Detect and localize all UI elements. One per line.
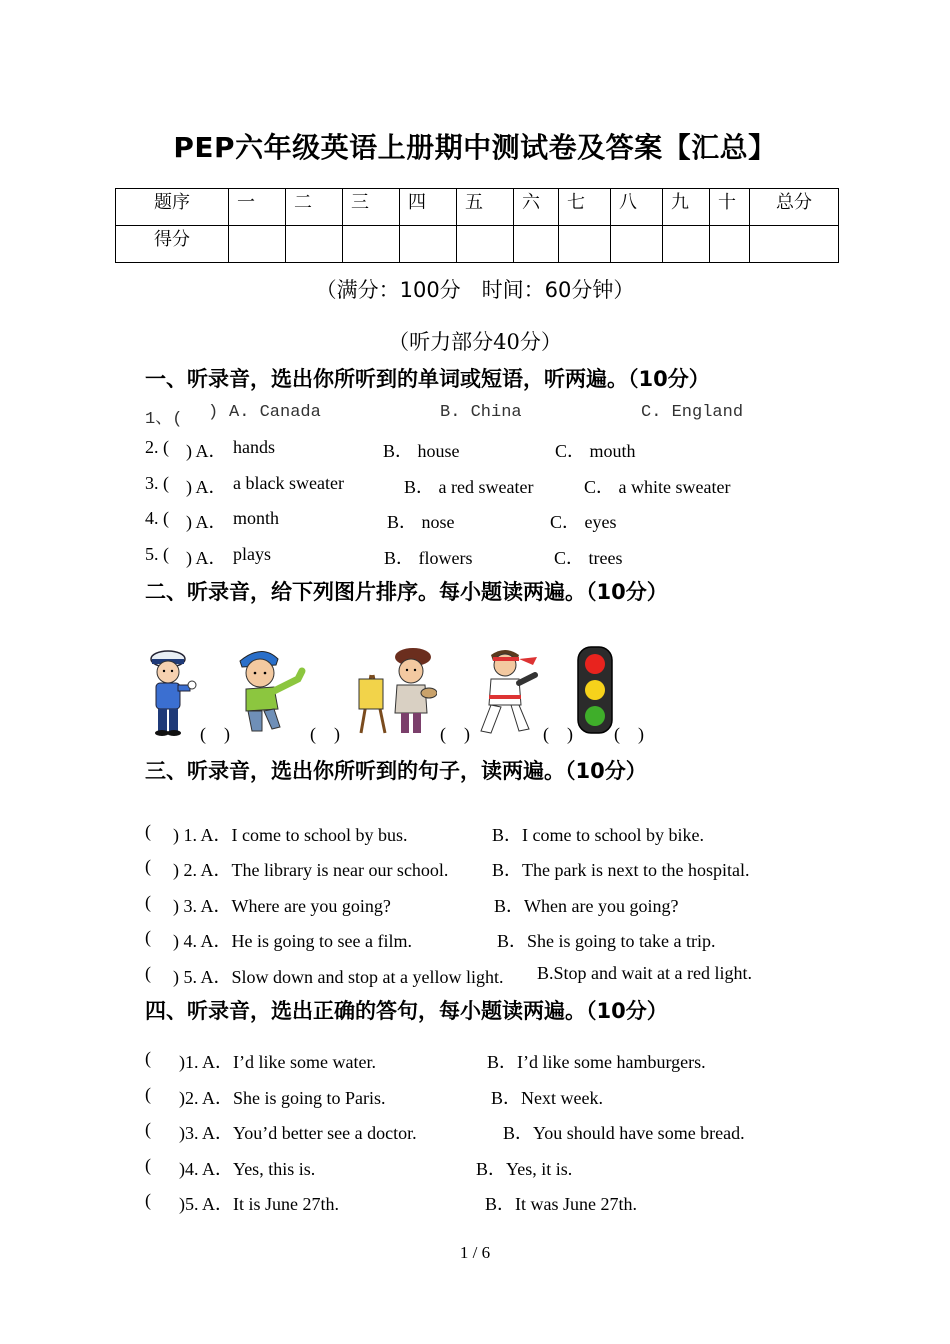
score-cell[interactable] <box>514 226 559 263</box>
section1-heading: 一、听录音，选出你所听到的单词或短语，听两遍。（10分） <box>145 367 710 391</box>
score-table-header-cell: 总分 <box>750 189 839 226</box>
score-cell[interactable] <box>343 226 400 263</box>
score-cell-total[interactable] <box>750 226 839 263</box>
answer-blank-open: ( <box>145 963 151 983</box>
option-a-prefix: ) A． <box>186 512 227 532</box>
option-b: B．It was June 27th. <box>485 1194 637 1214</box>
answer-blank-open: ( <box>145 1048 151 1068</box>
score-table-header-cell: 七 <box>559 189 611 226</box>
option-b: B． flowers <box>384 548 473 568</box>
score-table-header-cell: 三 <box>343 189 400 226</box>
option-b: B． house <box>383 441 460 461</box>
score-cell[interactable] <box>457 226 514 263</box>
question-number: 3. ( <box>145 473 169 493</box>
answer-blank-open: ( <box>145 821 151 841</box>
option-a: a black sweater <box>233 473 344 493</box>
option-a: ) 1. A．I come to school by bus. <box>173 825 408 845</box>
option-a-prefix: ) A． <box>186 441 227 461</box>
picture-5-answer-blank[interactable]: ( ) <box>614 724 644 744</box>
score-cell[interactable] <box>229 226 286 263</box>
answer-blank-open: ( <box>145 1119 151 1139</box>
option-c: C. England <box>641 403 744 422</box>
option-a-prefix: ) A． <box>186 477 227 497</box>
painter-picture <box>355 645 437 737</box>
option-a-prefix: ) A． <box>186 548 227 568</box>
score-table-header-cell: 一 <box>229 189 286 226</box>
option-a: month <box>233 508 280 528</box>
score-table-header-cell: 十 <box>710 189 750 226</box>
score-table-header-cell: 二 <box>286 189 343 226</box>
answer-blank-open: ( <box>145 1190 151 1210</box>
answer-blank-close: ) <box>208 403 219 422</box>
option-b: B．Next week. <box>491 1088 603 1108</box>
option-b: B. China <box>440 403 522 422</box>
score-cell[interactable] <box>559 226 611 263</box>
option-a: )2. A．She is going to Paris. <box>179 1088 386 1108</box>
picture-4-answer-blank[interactable]: ( ) <box>543 724 573 744</box>
score-cell[interactable] <box>663 226 710 263</box>
option-a: )3. A．You’d better see a doctor. <box>179 1123 417 1143</box>
score-table-header-cell: 四 <box>400 189 457 226</box>
answer-blank-open: ( <box>145 856 151 876</box>
option-a: )5. A．It is June 27th. <box>179 1194 339 1214</box>
score-row-label: 得分 <box>116 226 229 263</box>
question-number: 1、( <box>145 410 183 429</box>
option-a: ) 3. A．Where are you going? <box>173 896 391 916</box>
option-b: B．The park is next to the hospital. <box>492 860 750 880</box>
score-table-header-cell: 八 <box>611 189 663 226</box>
picture-2-answer-blank[interactable]: ( ) <box>310 724 340 744</box>
karate-boy-picture <box>475 645 541 737</box>
option-b: B．I’d like some hamburgers. <box>487 1052 706 1072</box>
section2-heading: 二、听录音，给下列图片排序。每小题读两遍。（10分） <box>145 580 668 604</box>
section4-heading: 四、听录音，选出正确的答句，每小题读两遍。（10分） <box>145 999 668 1023</box>
score-table-header-cell: 九 <box>663 189 710 226</box>
option-b: B．When are you going? <box>494 896 679 916</box>
score-table <box>115 188 839 263</box>
policeman-picture <box>140 645 202 737</box>
question-number: 4. ( <box>145 508 169 528</box>
option-c: C． a white sweater <box>584 477 731 497</box>
page-number: 1 / 6 <box>459 1243 491 1262</box>
section3-heading: 三、听录音，选出你所听到的句子，读两遍。（10分） <box>145 759 647 783</box>
option-a: plays <box>233 544 271 564</box>
option-a: ) 5. A．Slow down and stop at a yellow light. <box>173 967 504 987</box>
option-b: B． nose <box>387 512 455 532</box>
option-c: C． eyes <box>550 512 617 532</box>
picture-3-answer-blank[interactable]: ( ) <box>440 724 470 744</box>
boy-exercising-picture <box>232 645 310 737</box>
score-cell[interactable] <box>710 226 750 263</box>
option-a: ) 2. A．The library is near our school. <box>173 860 449 880</box>
question-number: 5. ( <box>145 544 169 564</box>
option-c: C． trees <box>554 548 623 568</box>
option-a: A. Canada <box>229 403 321 422</box>
score-cell[interactable] <box>400 226 457 263</box>
score-table-header-cell: 五 <box>457 189 514 226</box>
option-a: )4. A．Yes, this is. <box>179 1159 316 1179</box>
option-a: hands <box>233 437 275 457</box>
listening-header: （听力部分40分） <box>388 330 562 354</box>
answer-blank-open: ( <box>145 892 151 912</box>
answer-blank-open: ( <box>145 1084 151 1104</box>
option-b: B． a red sweater <box>404 477 534 497</box>
score-table-header-row <box>116 189 839 226</box>
score-cell[interactable] <box>611 226 663 263</box>
page-title: PEP六年级英语上册期中测试卷及答案【汇总】 <box>173 131 777 164</box>
score-cell[interactable] <box>286 226 343 263</box>
exam-info: （满分：100分 时间：60分钟） <box>315 278 635 302</box>
question-number: 2. ( <box>145 437 169 457</box>
score-table-score-row <box>116 226 839 263</box>
answer-blank-open: ( <box>145 927 151 947</box>
score-table-header-cell: 六 <box>514 189 559 226</box>
option-b: B．You should have some bread. <box>503 1123 745 1143</box>
option-b: B．I come to school by bike. <box>492 825 704 845</box>
picture-1-answer-blank[interactable]: ( ) <box>200 724 230 744</box>
option-b: B．She is going to take a trip. <box>497 931 716 951</box>
option-a: )1. A．I’d like some water. <box>179 1052 376 1072</box>
answer-blank-open: ( <box>145 1155 151 1175</box>
option-c: C． mouth <box>555 441 636 461</box>
score-table-header-cell: 题序 <box>116 189 229 226</box>
option-a: ) 4. A．He is going to see a film. <box>173 931 412 951</box>
option-b: B．Yes, it is. <box>476 1159 573 1179</box>
traffic-light-picture <box>576 645 614 737</box>
option-b: B.Stop and wait at a red light. <box>537 963 752 983</box>
